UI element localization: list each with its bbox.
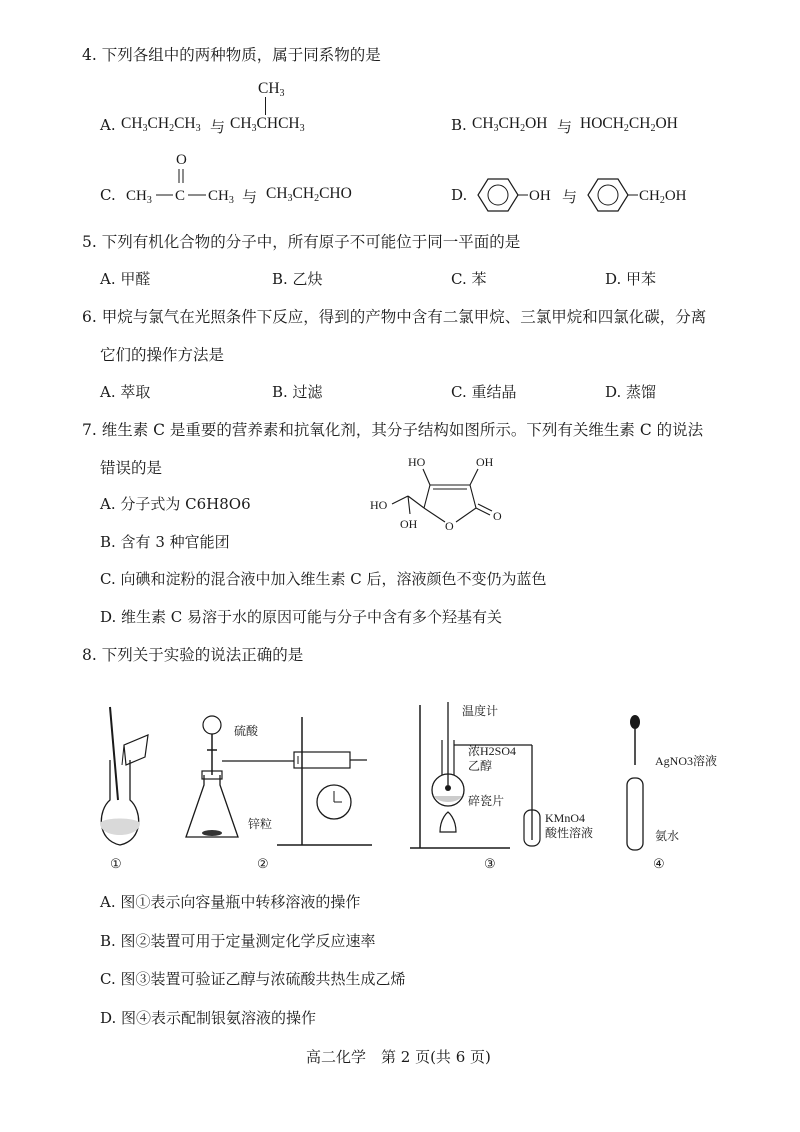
- fig4-agno3: AgNO3溶液: [655, 754, 717, 768]
- q4-option-a-branch: $CH_3$: [258, 80, 285, 99]
- q7-option-b: B. 含有 3 种官能团: [100, 533, 230, 551]
- q4-branch-bond: [265, 97, 266, 115]
- ketone-c: C: [175, 188, 186, 204]
- fig3-conc-h2so4: 浓H2SO4: [468, 744, 517, 758]
- vc-ho-top-left: HO: [408, 455, 426, 469]
- fig1-number: ①: [110, 856, 122, 871]
- q6-stem-line2: 它们的操作方法是: [100, 346, 225, 364]
- q4-phenol-structure: [478, 176, 558, 216]
- fig3-porcelain: 碎瓷片: [468, 794, 505, 808]
- vitamin-c-structure: [368, 452, 518, 532]
- q4-option-a-label: A.: [100, 116, 116, 134]
- ketone-o: O: [176, 152, 187, 168]
- fig3-acidic-solution: 酸性溶液: [545, 826, 594, 840]
- q8-option-b: B. 图②装置可用于定量测定化学反应速率: [100, 932, 376, 950]
- q4-option-b-left: $CH_3CH_2OH$: [472, 115, 548, 134]
- q7-stem-line1: 7. 维生素 C 是重要的营养素和抗氧化剂，其分子结构如图所示。下列有关维生素 C 的说法: [82, 421, 704, 439]
- fig3-number: ③: [484, 856, 496, 871]
- q7-stem-line2: 错误的是: [100, 459, 163, 477]
- svg-text:CH3: $CH_3$: [126, 188, 152, 206]
- q4-option-a-left: $CH_3CH_2CH_3$: [121, 115, 201, 134]
- q6-option-c: C. 重结晶: [451, 383, 517, 401]
- vc-ring-o: O: [445, 519, 454, 533]
- q6-option-d: D. 蒸馏: [605, 383, 657, 401]
- q4-option-b-right: $HOCH_2CH_2OH$: [580, 115, 678, 134]
- figure-2-reaction-rate-apparatus: [182, 705, 382, 880]
- fig4-ammonia: 氨水: [655, 829, 680, 843]
- q7-option-d: D. 维生素 C 易溶于水的原因可能与分子中含有多个羟基有关: [100, 608, 503, 626]
- q8-option-c: C. 图③装置可验证乙醇与浓硫酸共热生成乙烯: [100, 970, 406, 988]
- fig3-kmno4: KMnO4: [545, 811, 586, 825]
- q4-option-c-label: C.: [100, 186, 116, 204]
- q6-stem-line1: 6. 甲烷与氯气在光照条件下反应，得到的产物中含有二氯甲烷、三氯甲烷和四氯化碳，分离: [82, 308, 707, 326]
- q4-option-b-conj: 与: [557, 118, 573, 136]
- q6-option-a: A. 萃取: [100, 383, 151, 401]
- q8-stem: 8. 下列关于实验的说法正确的是: [82, 646, 304, 664]
- vc-carbonyl-o: O: [493, 509, 502, 523]
- q7-option-c: C. 向碘和淀粉的混合液中加入维生素 C 后，溶液颜色不变仍为蓝色: [100, 570, 547, 588]
- q5-option-d: D. 甲苯: [605, 270, 657, 288]
- figure-3-ethylene-apparatus: [400, 700, 610, 880]
- q4-option-a-right: $CH_3CHCH_3$: [230, 115, 305, 134]
- phenol-oh: OH: [529, 188, 551, 204]
- svg-text:CH2OH: $CH_2OH$: [639, 188, 687, 206]
- q4-option-b-label: B.: [451, 116, 467, 134]
- q8-option-a: A. 图①表示向容量瓶中转移溶液的操作: [100, 893, 361, 911]
- q5-option-a: A. 甲醛: [100, 270, 151, 288]
- fig2-sulfuric-acid: 硫酸: [234, 724, 259, 738]
- vc-ho-chain: HO: [370, 498, 388, 512]
- q4-option-d-label: D.: [451, 186, 468, 204]
- figure-4-silver-ammonia: [615, 710, 735, 880]
- q4-stem: 4. 下列各组中的两种物质，属于同系物的是: [82, 46, 381, 64]
- q4-option-a-conj: 与: [210, 118, 226, 136]
- q6-option-b: B. 过滤: [272, 383, 323, 401]
- q4-benzyl-alcohol-structure: [588, 176, 708, 216]
- q5-option-b: B. 乙炔: [272, 270, 323, 288]
- q4-option-c-conj: 与: [242, 188, 258, 206]
- fig4-number: ④: [653, 856, 665, 871]
- q5-stem: 5. 下列有机化合物的分子中，所有原子不可能位于同一平面的是: [82, 233, 521, 251]
- fig2-number: ②: [257, 856, 269, 871]
- q4-option-d-conj: 与: [562, 188, 578, 206]
- svg-text:CH3: $CH_3$: [208, 188, 234, 206]
- q4-option-c-right: $CH_3CH_2CHO$: [266, 185, 352, 204]
- vc-oh-top-right: OH: [476, 455, 494, 469]
- figure-1-volumetric-flask: [90, 705, 150, 880]
- q8-option-d: D. 图④表示配制银氨溶液的操作: [100, 1009, 317, 1027]
- fig3-ethanol: 乙醇: [468, 759, 493, 773]
- q5-option-c: C. 苯: [451, 270, 487, 288]
- fig3-thermometer: 温度计: [462, 704, 499, 718]
- page-footer: 高二化学 第 2 页(共 6 页): [306, 1048, 491, 1066]
- fig2-zinc: 锌粒: [248, 817, 273, 831]
- q7-option-a: A. 分子式为 C6H8O6: [100, 495, 251, 513]
- vc-oh-chain: OH: [400, 517, 418, 531]
